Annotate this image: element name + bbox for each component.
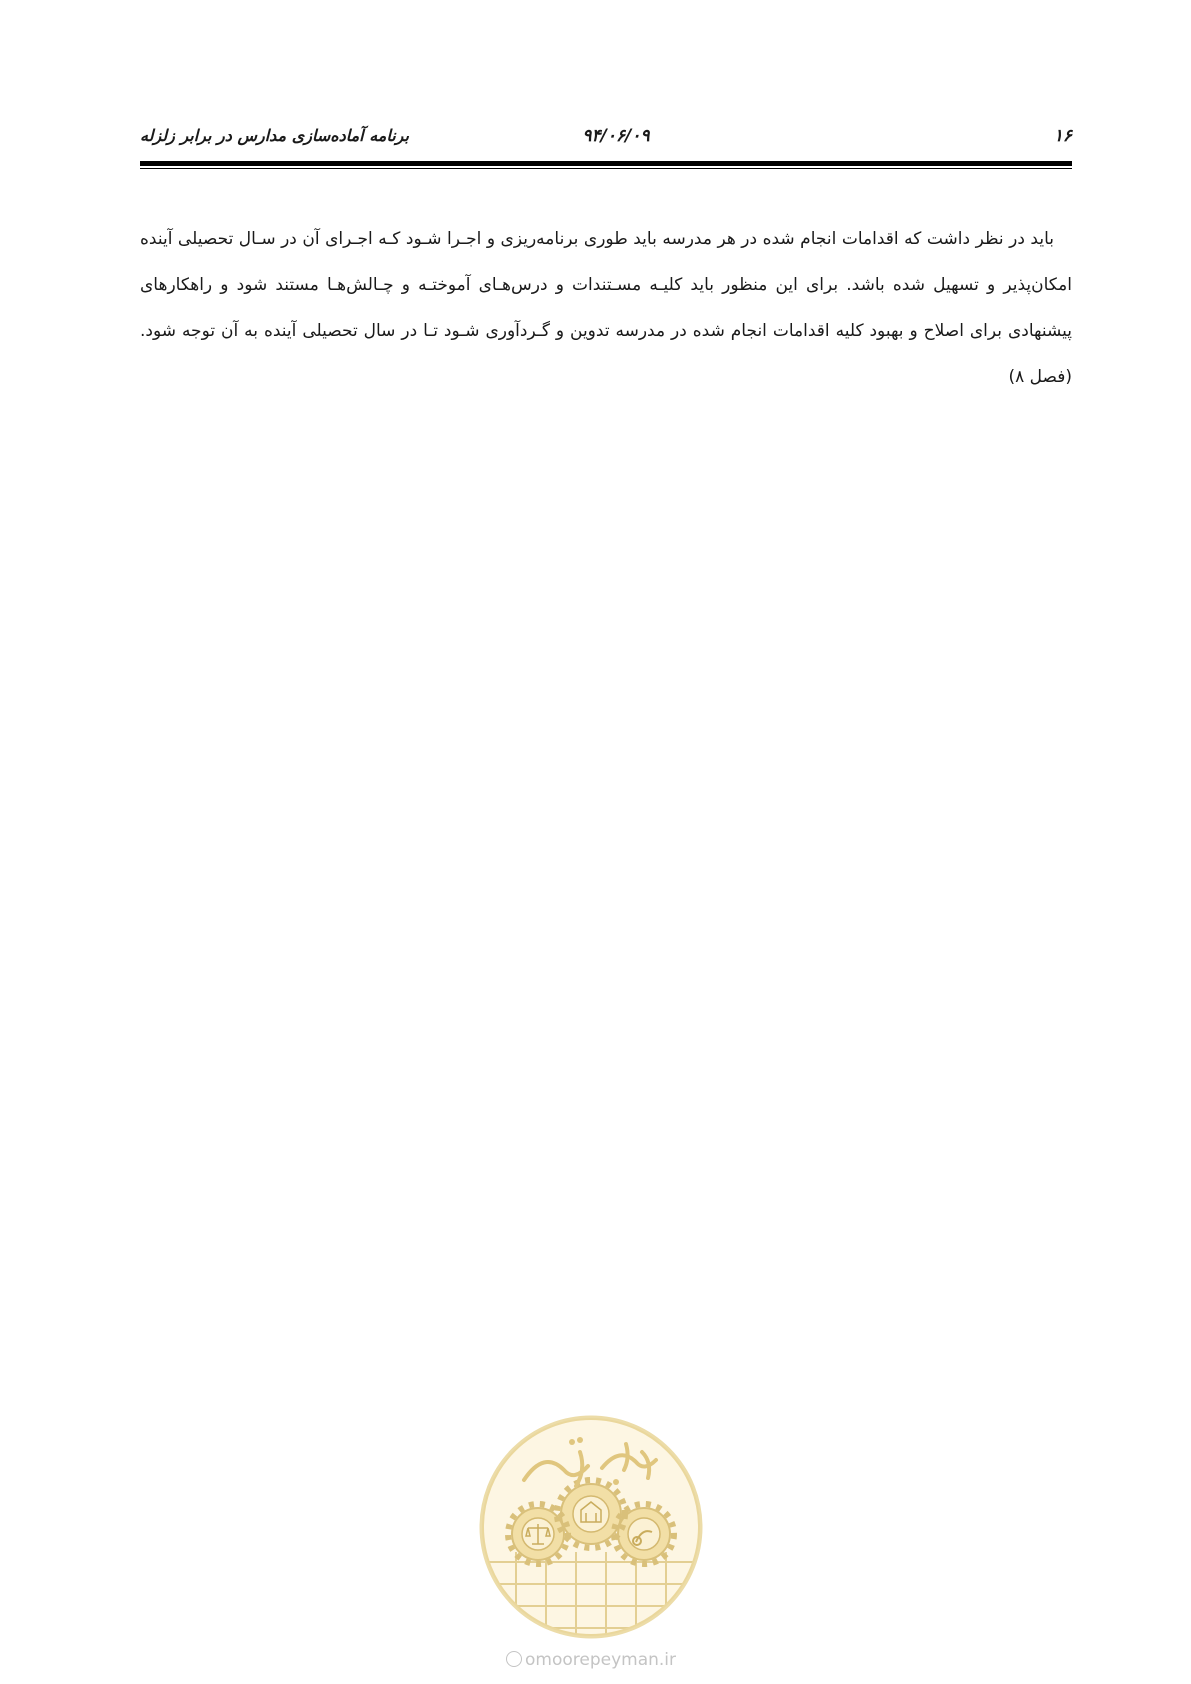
globe-icon (506, 1651, 522, 1667)
watermark-url (476, 1650, 706, 1670)
watermark-logo (476, 1412, 706, 1642)
header-date: ۹۴/۰۶/۰۹ (582, 126, 650, 146)
page-number: ۱۶ (1053, 126, 1072, 146)
header-title: برنامه آماده‌سازی مدارس در برابر زلزله (140, 126, 409, 145)
watermark-logo-graphic (476, 1412, 706, 1642)
page-header (140, 126, 1072, 156)
watermark-url-text: omoorepeyman.ir (524, 1650, 677, 1670)
body-paragraph: باید در نظر داشت که اقدامات انجام شده در هر مدرسه باید طوری برنامه‌ریزی و اجـرا شـود کـه اجـرای آن در سـال تحصیلی آینده امکان‌پذیر و تسهیل شده باشد. برای این منظور باید کلیـه مسـتندات و درس‌هـای آموختـه و چـالش‌هـا مستند شود و راهکارهای پیشنهادی برای اصلاح و بهبود کلیه اقدامات انجام شده در مدرسه تدوین و گـردآوری شـود تـا در سال تحصیلی آینده به آن توجه شود. (فصل ۸) (140, 229, 1072, 387)
header-rule-thick (140, 161, 1072, 166)
header-rule-thin (140, 168, 1072, 169)
